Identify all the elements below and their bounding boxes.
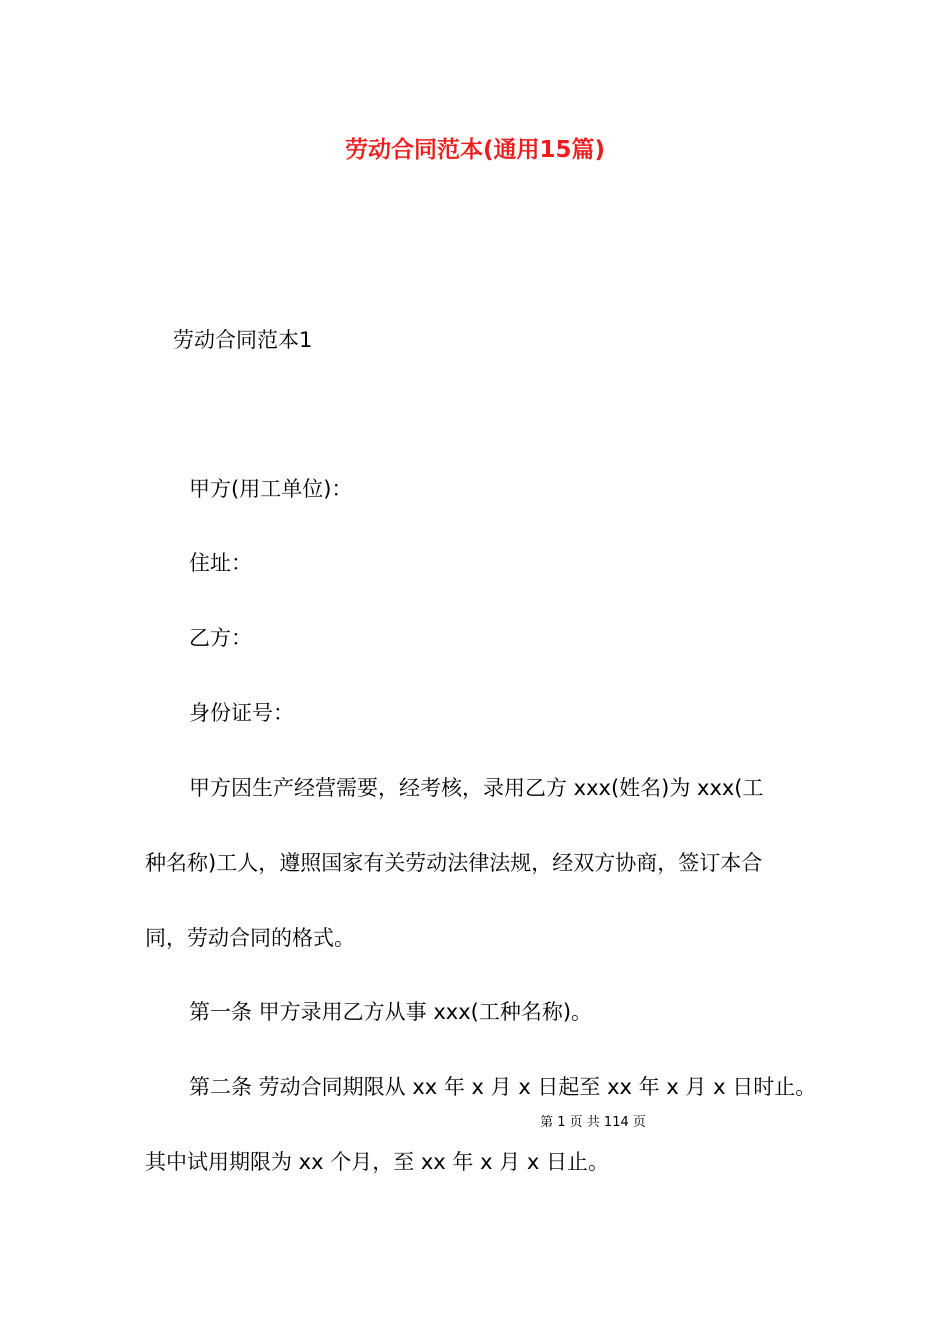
article-one: 第一条 甲方录用乙方从事 xxx(工种名称)。: [189, 1000, 593, 1024]
address-label: 住址：: [189, 551, 252, 575]
page-number: 第 1 页 共 114 页: [540, 1115, 646, 1130]
article-two-continued: 其中试用期限为 xx 个月，至 xx 年 x 月 x 日止。: [145, 1150, 609, 1174]
id-number-label: 身份证号：: [189, 701, 294, 725]
body-paragraph-line: 甲方因生产经营需要，经考核，录用乙方 xxx(姓名)为 xxx(工: [189, 776, 764, 800]
body-paragraph-line: 同，劳动合同的格式。: [145, 926, 355, 950]
document-title: 劳动合同范本(通用15篇): [344, 137, 606, 163]
party-b-label: 乙方：: [189, 626, 252, 650]
article-two: 第二条 劳动合同期限从 xx 年 x 月 x 日起至 xx 年 x 月 x 日时止。: [189, 1075, 817, 1099]
party-a-label: 甲方(用工单位)：: [189, 477, 353, 501]
body-paragraph-line: 种名称)工人，遵照国家有关劳动法律法规，经双方协商，签订本合: [145, 851, 763, 875]
page-footer: [0, 1113, 950, 1133]
section-heading: 劳动合同范本1: [173, 328, 313, 352]
